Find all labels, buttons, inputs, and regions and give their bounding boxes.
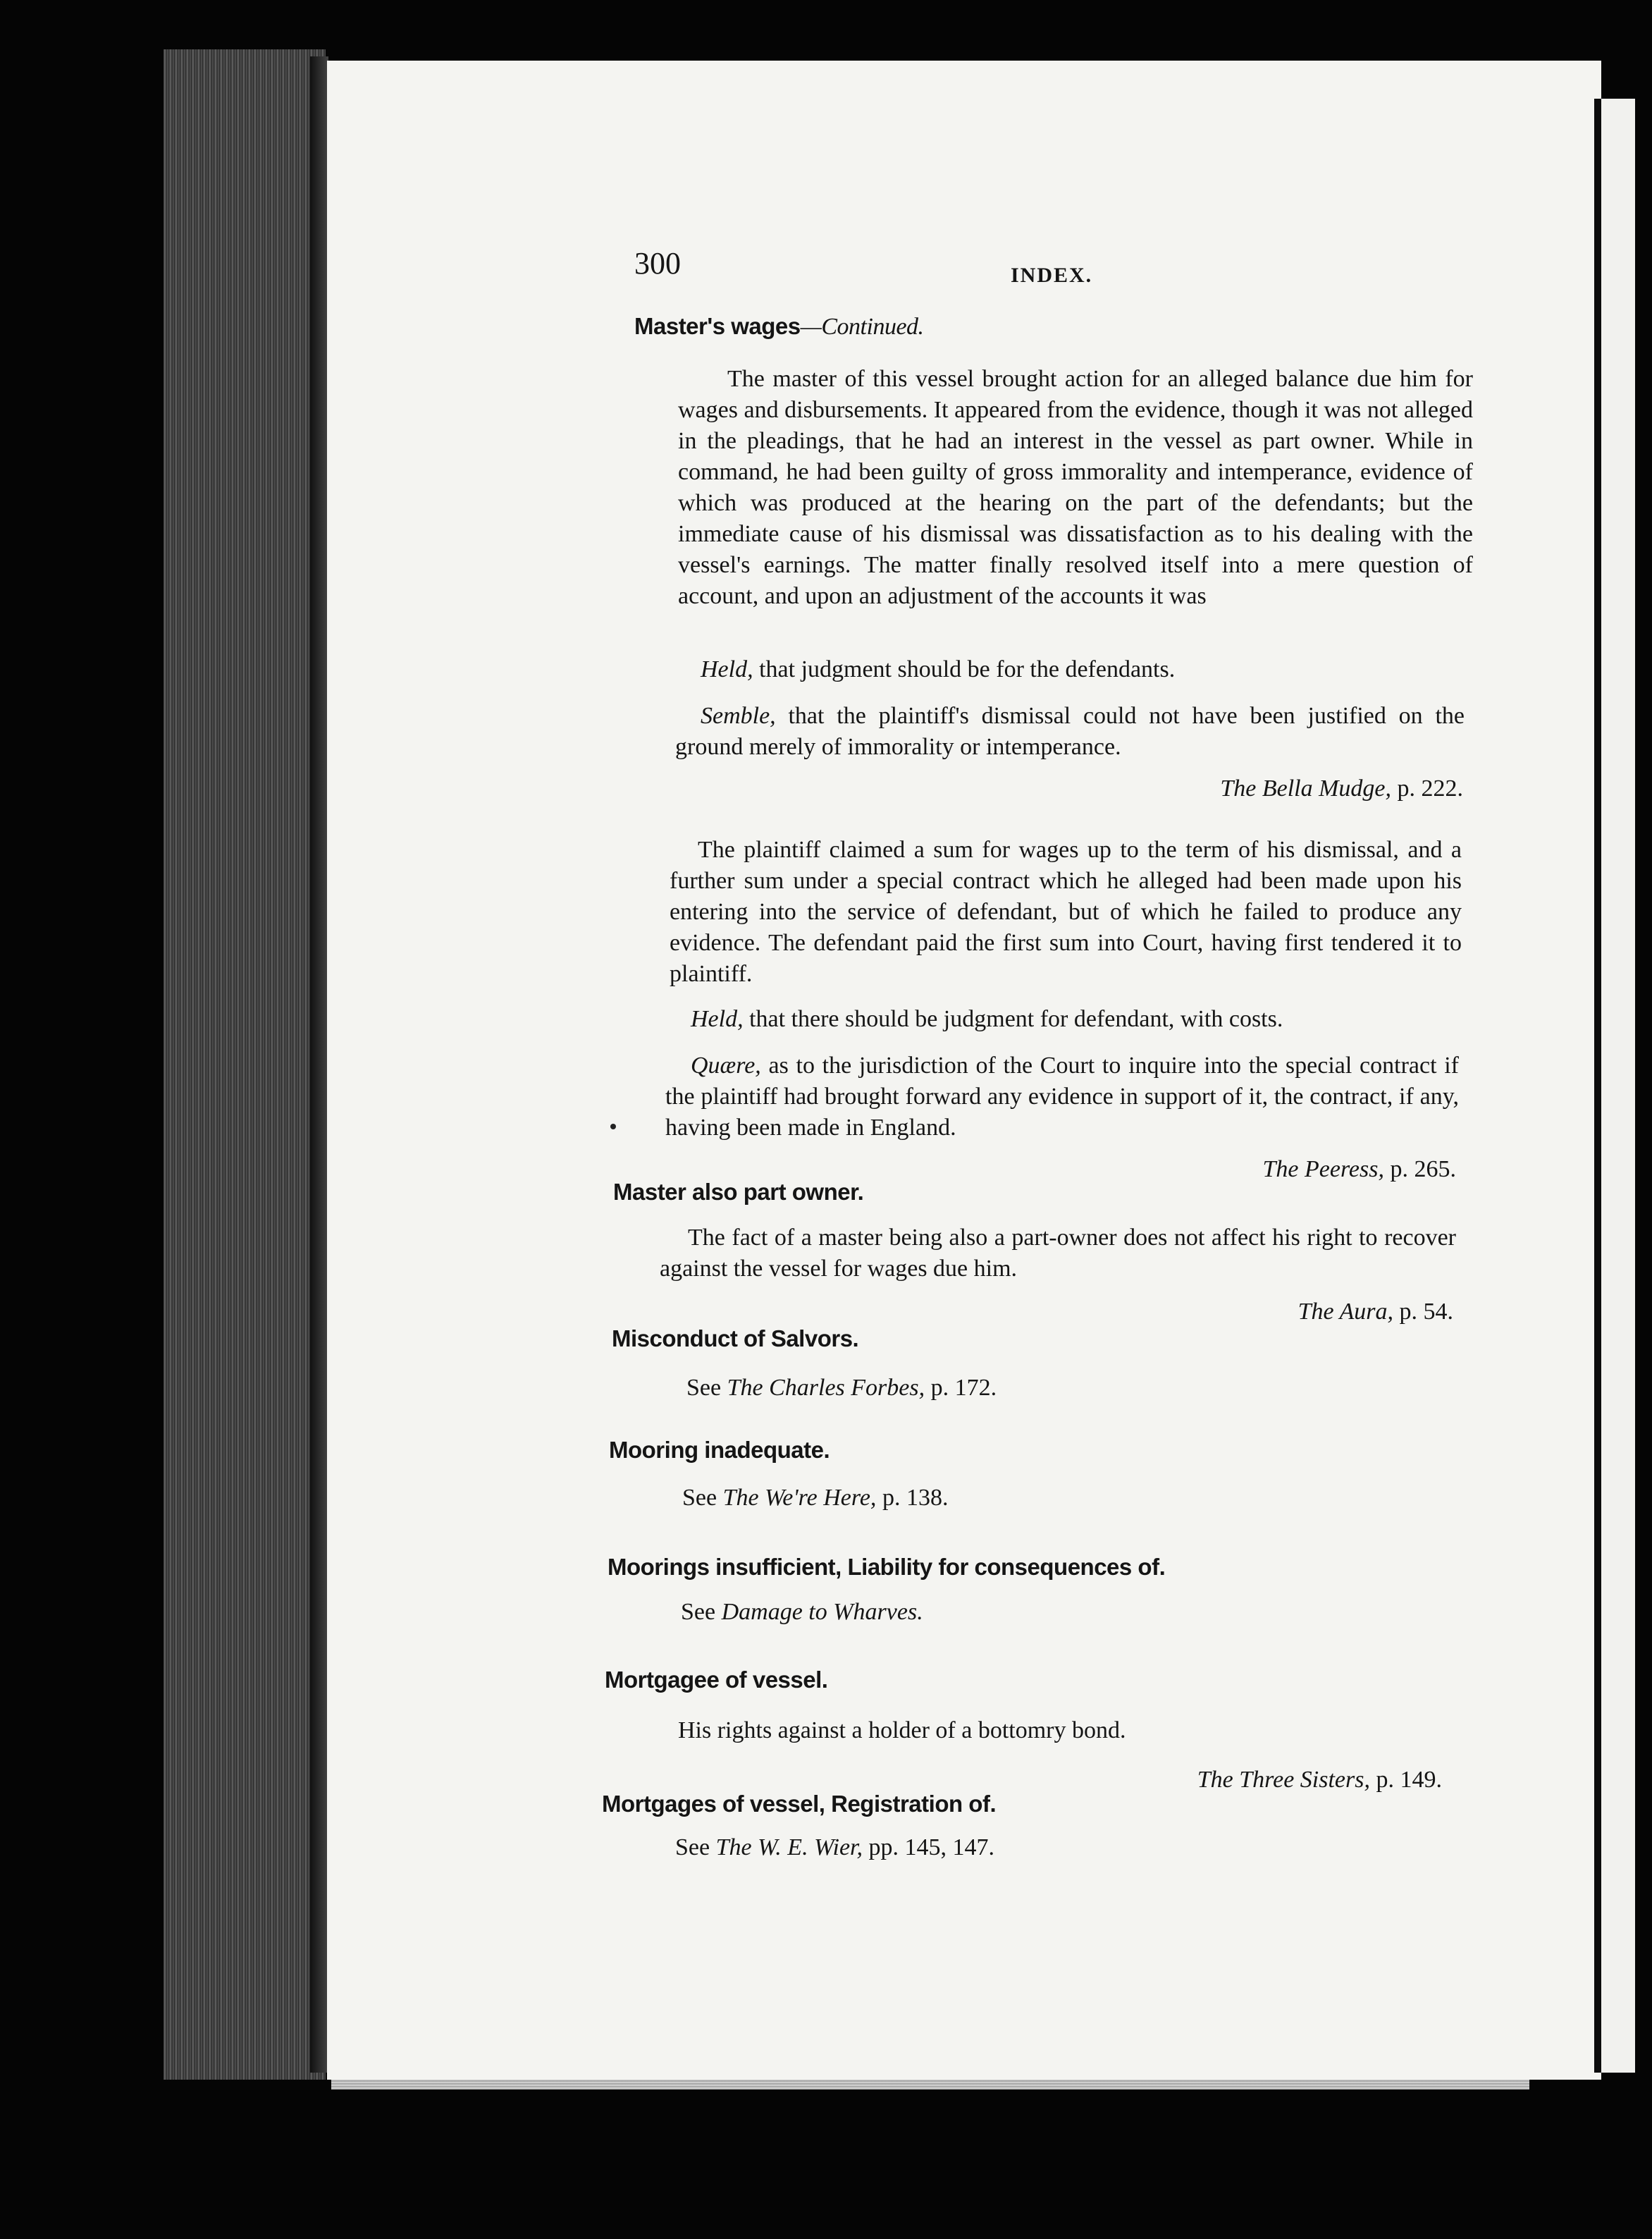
entry-heading-masters-wages bbox=[634, 313, 924, 341]
entry-heading-mooring-inadequate: Mooring inadequate. bbox=[609, 1437, 830, 1463]
see-page: pp. 145, 147. bbox=[863, 1834, 995, 1860]
citation-page: p. 222. bbox=[1391, 775, 1463, 802]
entry-heading-master-also-part-owner: Master also part owner. bbox=[613, 1179, 864, 1205]
running-head: INDEX. bbox=[1011, 264, 1093, 287]
paragraph-peeress-facts: The plaintiff claimed a sum for wages up to the term of his dismissal, and a further sum under a special contract which he alleged had been made upon his entering into the service of defendant, but of which he failed to produce any evidence. The defendant paid the first sum into Court, having first tendered it to plaintiff. bbox=[670, 837, 1462, 987]
citation-three-sisters bbox=[1197, 1767, 1442, 1793]
see-label: See bbox=[681, 1599, 722, 1625]
paragraph-quaere bbox=[665, 1050, 1459, 1143]
see-case: Damage to Wharves. bbox=[721, 1599, 923, 1625]
see-label: See bbox=[686, 1375, 727, 1401]
citation-case: The Bella Mudge, bbox=[1220, 775, 1391, 802]
see-case: The W. E. Wier, bbox=[715, 1834, 863, 1860]
see-reference-we-wier bbox=[675, 1834, 994, 1861]
paragraph-mortgagee-rights: His rights against a holder of a bottomry bond. bbox=[678, 1717, 1126, 1743]
held-text: that judgment should be for the defendants. bbox=[753, 656, 1176, 682]
citation-page: p. 149. bbox=[1370, 1767, 1442, 1793]
see-reference-were-here bbox=[682, 1485, 948, 1511]
entry-heading-text: Master's wages bbox=[634, 313, 801, 339]
semble-text: that the plaintiff's dismissal could not have been justified on the ground merely of immorality or intemperance. bbox=[675, 703, 1465, 760]
entry-heading-mortgagee-of-vessel: Mortgagee of vessel. bbox=[605, 1667, 828, 1693]
see-reference-damage-to-wharves bbox=[681, 1599, 923, 1626]
citation-peeress bbox=[1263, 1156, 1456, 1183]
semble-label: Semble, bbox=[701, 703, 776, 729]
citation-page: p. 265. bbox=[1384, 1156, 1456, 1182]
continued-label: —Continued. bbox=[800, 314, 924, 340]
see-page: p. 138. bbox=[876, 1485, 949, 1511]
quaere-label: Quære, bbox=[691, 1053, 761, 1079]
paragraph-part-owner: The fact of a master being also a part-owner does not affect his right to recover against the vessel for wages due him. bbox=[660, 1225, 1456, 1282]
citation-aura bbox=[1298, 1299, 1453, 1325]
citation-case: The Three Sisters, bbox=[1197, 1767, 1370, 1793]
citation-bella-mudge bbox=[1220, 775, 1463, 802]
quaere-text: as to the jurisdiction of the Court to inquire into the special contract if the plaintiff had brought forward any evidence in support of it, the contract, if any, having been made in England. bbox=[665, 1053, 1459, 1141]
entry-heading-misconduct-of-salvors: Misconduct of Salvors. bbox=[612, 1325, 859, 1351]
citation-case: The Peeress, bbox=[1262, 1156, 1384, 1182]
paragraph-bella-mudge-facts: The master of this vessel brought action for an alleged balance due him for wages and disbursements. It appeared from the evidence, though it was not alleged in the pleadings, that he had an interest in the vessel as part owner. While in command, he had been guilty of gross immorality and intemperance, evidence of which was produced at the hearing on the part of the defendants; but the immediate cause of his dismissal was dissatisfaction as to his dealing with the vessel's earnings. The matter finally resolved itself into a mere question of account, and upon an adjustment of the accounts it was bbox=[678, 366, 1473, 609]
paragraph-held-2 bbox=[691, 1004, 1459, 1035]
see-case: The Charles Forbes, bbox=[727, 1375, 925, 1401]
entry-heading-moorings-insufficient: Moorings insufficient, Liability for consequences of. bbox=[608, 1554, 1166, 1580]
page-number: 300 bbox=[634, 246, 681, 281]
see-label: See bbox=[675, 1834, 716, 1860]
citation-page: p. 54. bbox=[1393, 1299, 1453, 1325]
see-case: The We're Here, bbox=[722, 1485, 877, 1511]
see-reference-charles-forbes bbox=[686, 1375, 997, 1401]
see-page: p. 172. bbox=[925, 1375, 997, 1401]
held-label: Held, bbox=[701, 656, 753, 682]
held-label: Held, bbox=[691, 1006, 744, 1032]
paragraph-held-1 bbox=[701, 654, 1469, 685]
paragraph-semble bbox=[675, 701, 1465, 763]
entry-heading-mortgages-registration: Mortgages of vessel, Registration of. bbox=[602, 1791, 997, 1817]
citation-case: The Aura, bbox=[1297, 1299, 1393, 1325]
see-label: See bbox=[682, 1485, 723, 1511]
ink-speck bbox=[610, 1124, 616, 1129]
held-text: that there should be judgment for defendant, with costs. bbox=[743, 1006, 1283, 1032]
